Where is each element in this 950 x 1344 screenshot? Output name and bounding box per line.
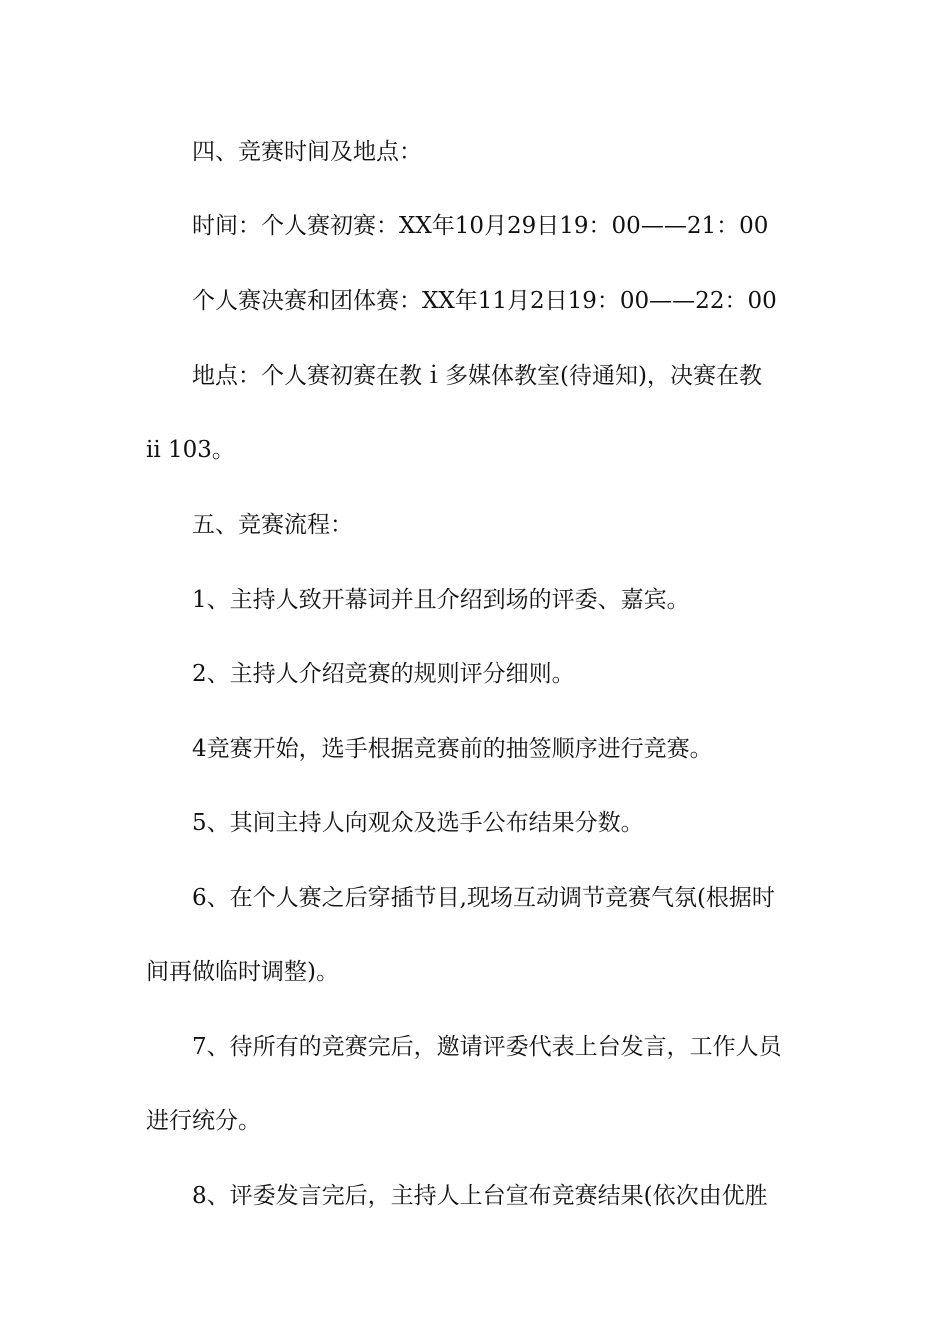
list-item: 8、评委发言完后，主持人上台宣布竞赛结果(依次由优胜: [192, 1183, 768, 1209]
list-item: 5、其间主持人向观众及选手公布结果分数。: [192, 810, 644, 836]
list-item: 6、在个人赛之后穿插节目,现场互动调节竞赛气氛(根据时: [192, 885, 775, 911]
paragraph-line: 地点：个人赛初赛在教ｉ多媒体教室(待通知)，决赛在教: [192, 363, 762, 389]
paragraph-line: 时间：个人赛初赛：XX年10月29日19：00——21：00: [192, 213, 769, 239]
list-item: 1、主持人致开幕词并且介绍到场的评委、嘉宾。: [192, 587, 690, 613]
paragraph-line: 个人赛决赛和团体赛：XX年11月2日19：00——22：00: [192, 288, 777, 314]
paragraph-line: ii 103。: [146, 437, 235, 463]
list-item: 4竞赛开始，选手根据竞赛前的抽签顺序进行竞赛。: [192, 736, 713, 762]
section-heading-time-location: 四、竞赛时间及地点：: [192, 139, 422, 165]
list-item: 2、主持人介绍竞赛的规则评分细则。: [192, 661, 575, 687]
paragraph-line: 间再做临时调整)。: [146, 959, 339, 985]
paragraph-line: 进行统分。: [146, 1108, 261, 1134]
section-heading-process: 五、竞赛流程：: [192, 512, 353, 538]
list-item: 7、待所有的竞赛完后，邀请评委代表上台发言，工作人员: [192, 1034, 782, 1060]
